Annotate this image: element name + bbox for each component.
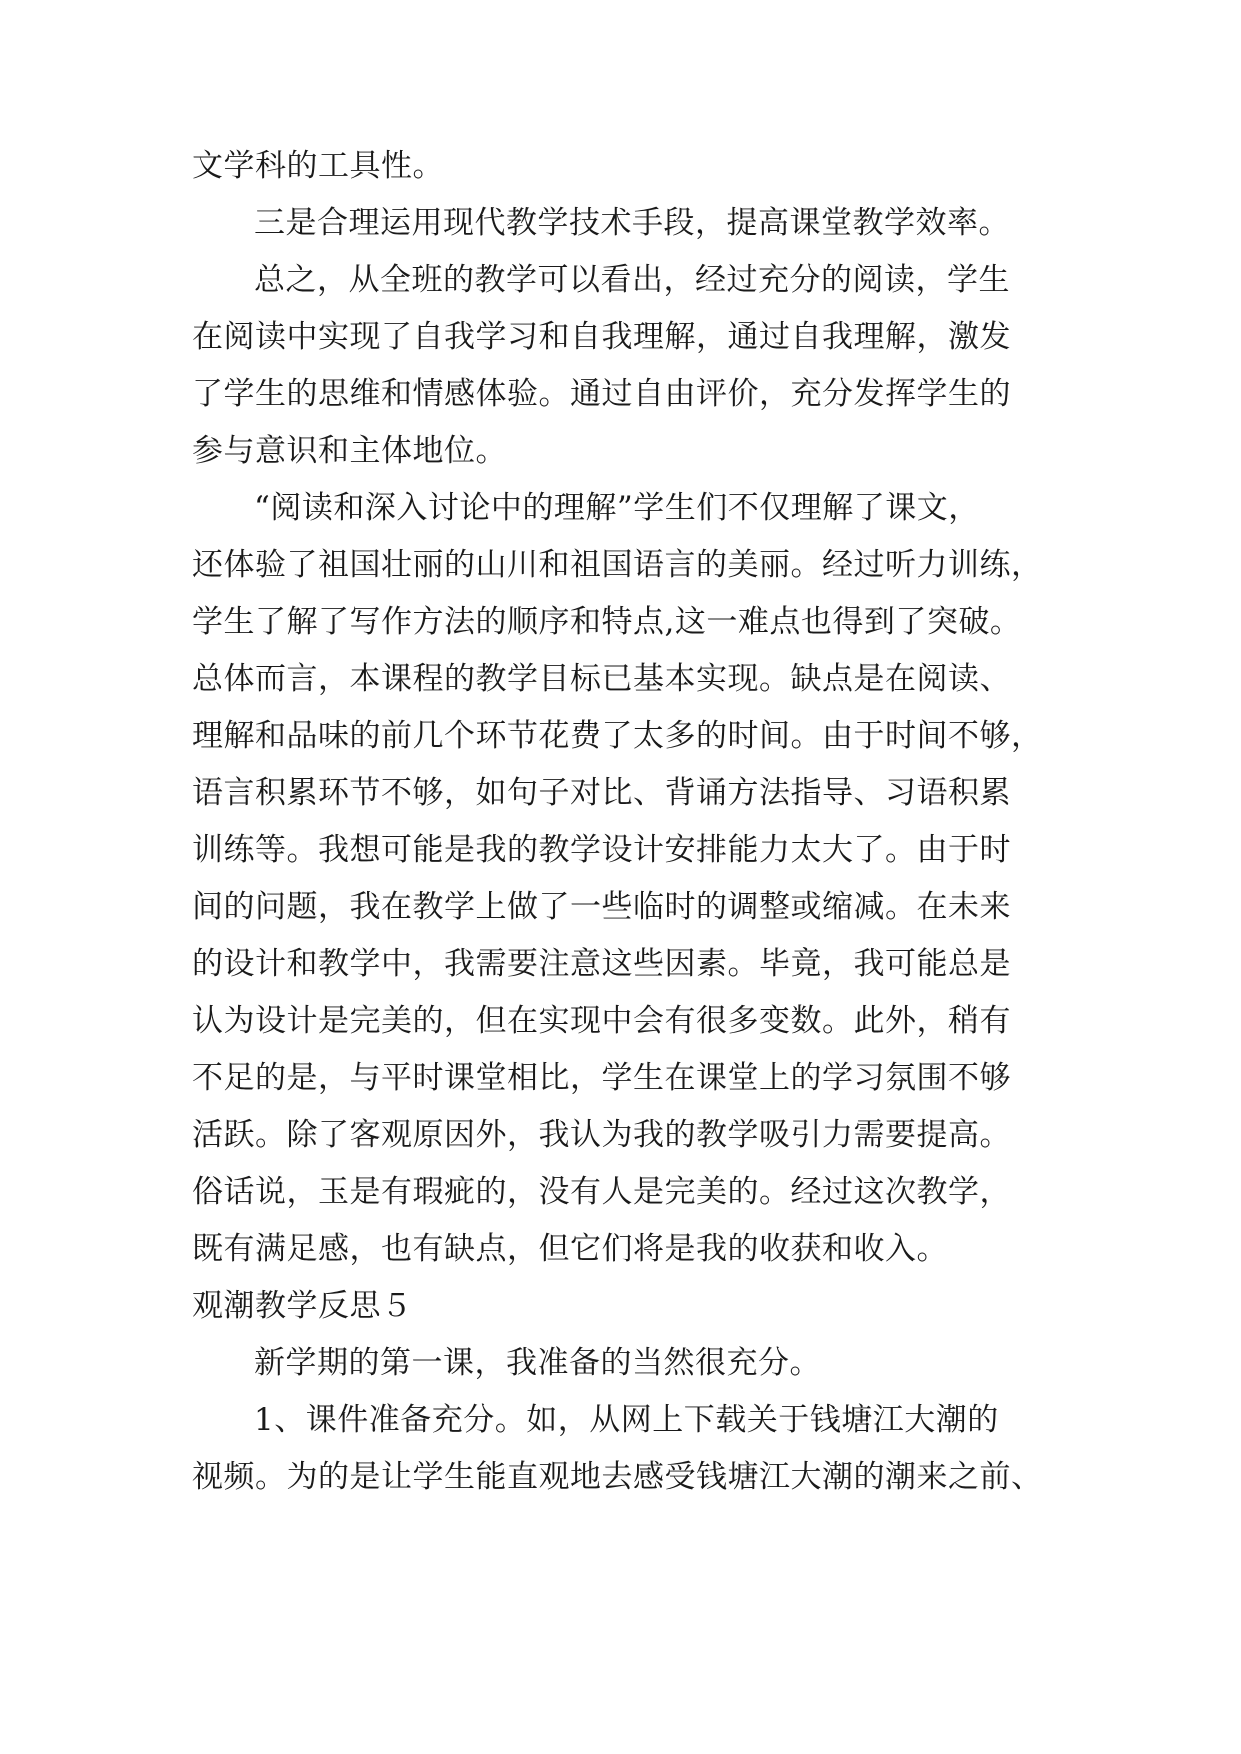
text-line: 总之，从全班的教学可以看出，经过充分的阅读，学生: [254, 262, 1010, 298]
text-line: 的设计和教学中，我需要注意这些因素。毕竟，我可能总是: [192, 946, 1011, 982]
section-heading: 观潮教学反思５: [192, 1288, 413, 1324]
text-line: “阅读和深入讨论中的理解”学生们不仅理解了课文，: [254, 490, 980, 526]
text-line: 在阅读中实现了自我学习和自我理解，通过自我理解，激发: [192, 319, 1011, 355]
text-line: 还体验了祖国壮丽的山川和祖国语言的美丽。经过听力训练，: [192, 547, 1043, 583]
text-line: 活跃。除了客观原因外，我认为我的教学吸引力需要提高。: [192, 1117, 1011, 1153]
text-line: 参与意识和主体地位。: [192, 433, 507, 469]
text-line: 视频。为的是让学生能直观地去感受钱塘江大潮的潮来之前、: [192, 1459, 1043, 1495]
text-line: 总体而言，本课程的教学目标已基本实现。缺点是在阅读、: [192, 661, 1011, 697]
text-line: 间的问题，我在教学上做了一些临时的调整或缩减。在未来: [192, 889, 1011, 925]
text-line: 既有满足感，也有缺点，但它们将是我的收获和收入。: [192, 1231, 948, 1267]
text-line: 新学期的第一课，我准备的当然很充分。: [254, 1345, 821, 1381]
text-line: 不足的是，与平时课堂相比，学生在课堂上的学习氛围不够: [192, 1060, 1011, 1096]
text-line: 认为设计是完美的，但在实现中会有很多变数。此外，稍有: [192, 1003, 1011, 1039]
text-line: 了学生的思维和情感体验。通过自由评价，充分发挥学生的: [192, 376, 1011, 412]
text-line: 训练等。我想可能是我的教学设计安排能力太大了。由于时: [192, 832, 1011, 868]
text-line: 理解和品味的前几个环节花费了太多的时间。由于时间不够，: [192, 718, 1043, 754]
text-line: 文学科的工具性。: [192, 148, 444, 184]
text-line: 语言积累环节不够，如句子对比、背诵方法指导、习语积累: [192, 775, 1011, 811]
text-line: 俗话说，玉是有瑕疵的，没有人是完美的。经过这次教学，: [192, 1174, 1011, 1210]
text-line: 1、课件准备充分。如，从网上下载关于钱塘江大潮的: [254, 1402, 999, 1438]
text-line: 学生了解了写作方法的顺序和特点,这一难点也得到了突破。: [192, 604, 1022, 640]
text-line: 三是合理运用现代教学技术手段，提高课堂教学效率。: [254, 205, 1010, 241]
